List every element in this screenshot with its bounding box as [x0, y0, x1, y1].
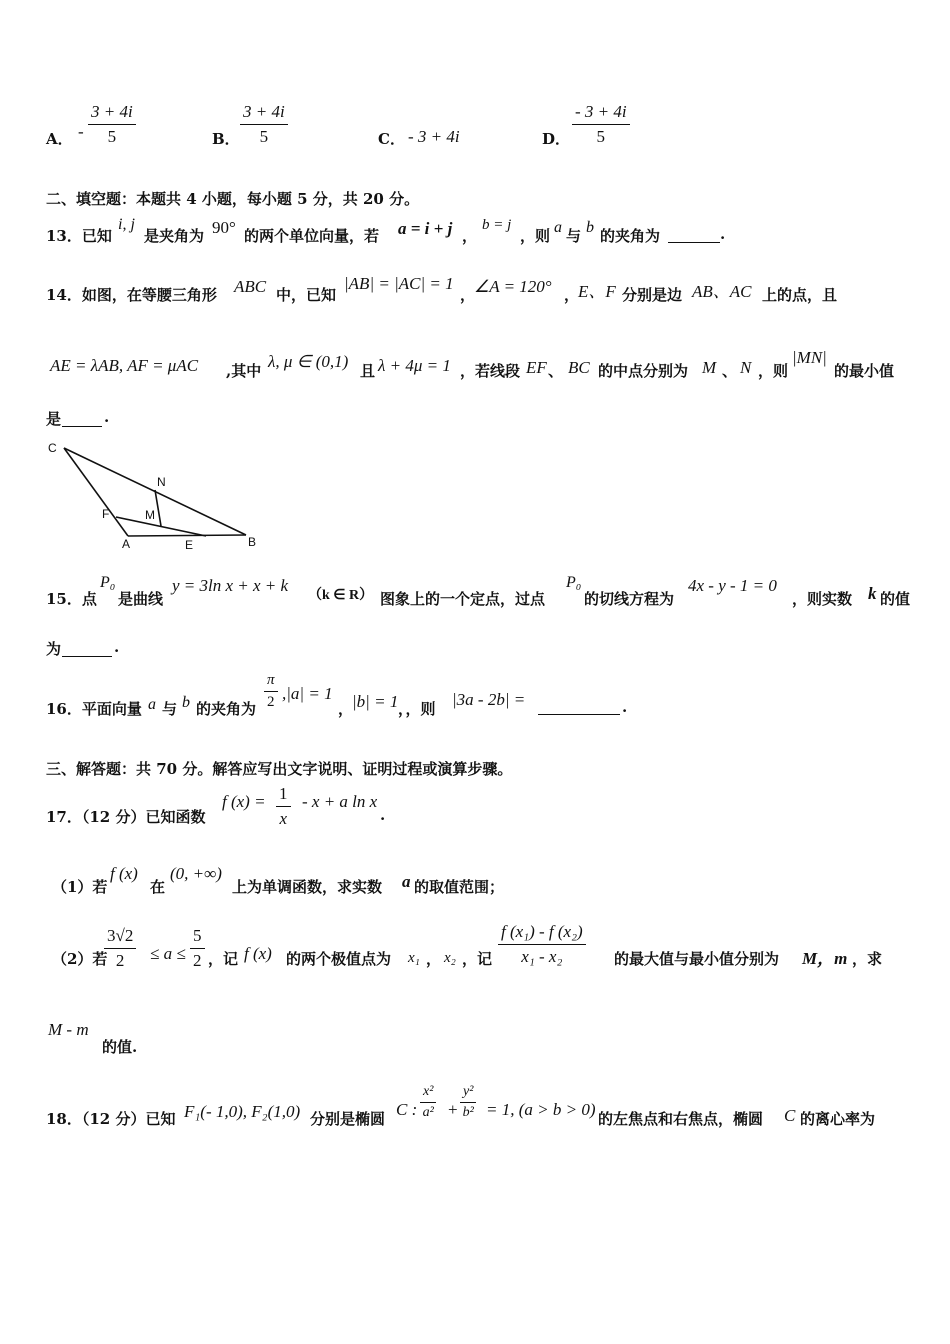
question-16: 16．平面向量 a 与 b 的夹角为 $\frac{\pi}{2}$ ,|a| = 1 ， |b| = 1 ，，则 |3a - 2b| = .	[46, 672, 628, 718]
label-c: C	[48, 441, 57, 455]
question-17: 17．（12 分）已知函数 f (x) = $\frac{1}{x}$ - x + a ln x .	[46, 784, 386, 828]
question-17-last-line: M - m 的值.	[48, 1020, 138, 1056]
option-a-sign: -	[78, 122, 84, 141]
question-14-line-3: 是 .	[46, 408, 110, 428]
option-a-fraction: $\frac{3 + 4i}{5}$	[88, 102, 136, 147]
question-15-line-2: 为 .	[46, 638, 120, 658]
section-2-heading: 二、填空题：本题共 4 小题，每小题 5 分，共 20 分。	[46, 190, 420, 208]
question-18: 18．（12 分）已知 F₁(- 1,0), F₂(1,0) 分别是椭圆 C : $\frac{\text{x²}}{\text{a²}}$ + $\frac{\text{y²}}{\text{b²}}$ = 1, (a > b > 0) 的左焦点和右焦点，椭圆 C 的离心率为	[46, 1084, 876, 1128]
pi-over-2: $\frac{\pi}{2}$	[264, 672, 278, 711]
x2-over-a2: $\frac{\text{x²}}{\text{a²}}$	[420, 1084, 436, 1121]
section-3-heading: 三、解答题：共 70 分。解答应写出文字说明、证明过程或演算步骤。	[46, 760, 513, 778]
option-d	[542, 100, 662, 156]
option-c	[378, 100, 498, 156]
label-f: F	[102, 507, 110, 521]
label-m: M	[145, 508, 155, 522]
y2-over-b2: $\frac{\text{y²}}{\text{b²}}$	[460, 1084, 476, 1121]
difference-quotient: $\frac{\text{f (x₁) - f (x₂)}}{\text{x₁ - x₂}}$	[498, 922, 586, 967]
option-d-fraction: $\frac{- 3 + 4i}{5}$	[572, 102, 630, 147]
one-over-x: $\frac{1}{x}$	[276, 784, 291, 829]
answer-blank-14[interactable]	[62, 426, 102, 427]
side-ab	[128, 535, 246, 536]
option-c-value: - 3 + 4i	[408, 127, 460, 146]
answer-blank-15[interactable]	[62, 656, 112, 657]
segment-fe	[116, 517, 206, 536]
option-b-fraction: $\frac{3 + 4i}{5}$	[240, 102, 288, 147]
label-b: B	[248, 535, 257, 549]
question-14: 14．如图，在等腰三角形 ABC 中，已知 |AB| = |AC| = 1 ， ∠A = 120° ， E、F 分别是边 AB、AC 上的点，且	[46, 274, 838, 304]
option-a	[46, 100, 166, 156]
segment-nm	[155, 490, 161, 526]
answer-blank-16[interactable]	[538, 714, 620, 715]
label-n: N	[157, 475, 166, 489]
option-b-label: B．	[212, 130, 240, 148]
option-b	[212, 100, 332, 156]
five-over-two: $\frac{5}{2}$	[190, 926, 205, 971]
option-a-label: A．	[46, 130, 73, 148]
three-root-two-over-two: $\frac{3√2}{2}$	[104, 926, 136, 971]
label-a: A	[122, 537, 131, 551]
option-c-label: C．	[378, 130, 405, 148]
label-e: E	[185, 538, 194, 552]
option-d-label: D．	[542, 130, 571, 148]
question-17-part-2: （2）若 $\frac{3√2}{2}$ ≤ a ≤ $\frac{5}{2}$ ，记 f (x) 的两个极值点为 x₁ ， x₂ ，记 $\frac{\text{f (x₁) - f (x₂)}}{\text{x₁ - x₂}}$ 的最大值与最小值分别为 M，m ，求	[52, 922, 883, 970]
question-15: 15．点 P₀ 是曲线 y = 3ln x + x + k （k ∈ R） 图象上的一个定点，过点 P₀ 的切线方程为 4x - y - 1 = 0 ，则实数 k 的值	[46, 574, 911, 608]
question-17-part-1: （1）若 f (x) 在 (0, +∞) 上为单调函数，求实数 a 的取值范围；	[52, 864, 505, 896]
triangle-figure	[44, 436, 274, 554]
question-13: 13．已知 i, j 是夹角为 90° 的两个单位向量，若 a = i + j ， b = j ，则 a 与 b 的夹角为 .	[46, 216, 726, 245]
question-14-line-2: AE = λAB, AF = μAC ,其中 λ, μ ∈ (0,1) 且 λ + 4μ = 1 ，若线段 EF 、 BC 的中点分别为 M 、 N ，则 |MN| 的最小值	[50, 348, 895, 380]
side-ca	[64, 448, 128, 536]
answer-blank-13[interactable]	[668, 242, 720, 243]
